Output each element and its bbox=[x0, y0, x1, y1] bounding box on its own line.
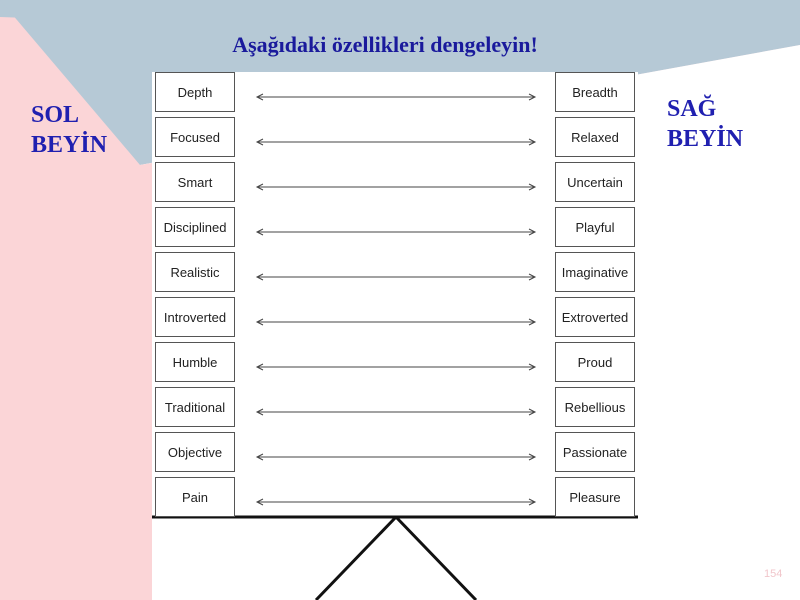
trait-right-box: Relaxed bbox=[555, 117, 635, 157]
slide-title: Aşağıdaki özellikleri dengeleyin! bbox=[232, 32, 538, 57]
trait-left-box: Pain bbox=[155, 477, 235, 517]
right-label-line1: SAĞ bbox=[667, 96, 717, 122]
trait-left-box: Depth bbox=[155, 72, 235, 112]
trait-left-box: Introverted bbox=[155, 297, 235, 337]
fulcrum-right-leg bbox=[396, 517, 476, 600]
trait-left-box: Disciplined bbox=[155, 207, 235, 247]
trait-right-box: Playful bbox=[555, 207, 635, 247]
trait-left-box: Smart bbox=[155, 162, 235, 202]
trait-right-box: Extroverted bbox=[555, 297, 635, 337]
trait-right-box: Proud bbox=[555, 342, 635, 382]
fulcrum-left-leg bbox=[316, 517, 396, 600]
right-label-line2: BEYİN bbox=[667, 126, 744, 152]
trait-right-box: Passionate bbox=[555, 432, 635, 472]
trait-right-box: Uncertain bbox=[555, 162, 635, 202]
trait-left-box: Objective bbox=[155, 432, 235, 472]
trait-right-box: Rebellious bbox=[555, 387, 635, 427]
left-label-line1: SOL bbox=[31, 102, 80, 128]
trait-left-box: Realistic bbox=[155, 252, 235, 292]
page-number: 154 bbox=[764, 568, 783, 580]
trait-left-box: Humble bbox=[155, 342, 235, 382]
trait-right-box: Pleasure bbox=[555, 477, 635, 517]
trait-right-box: Breadth bbox=[555, 72, 635, 112]
trait-left-box: Traditional bbox=[155, 387, 235, 427]
trait-right-box: Imaginative bbox=[555, 252, 635, 292]
trait-left-box: Focused bbox=[155, 117, 235, 157]
left-label-line2: BEYİN bbox=[31, 132, 108, 158]
